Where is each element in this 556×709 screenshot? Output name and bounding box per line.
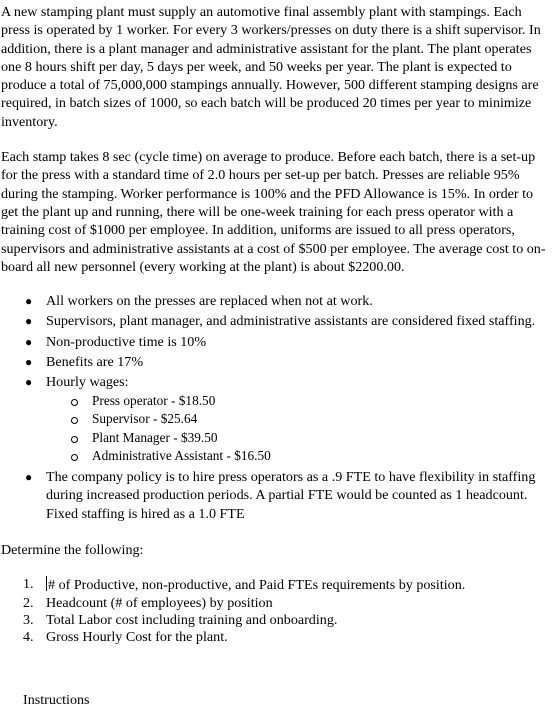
wage-item: Administrative Assistant - $16.50 bbox=[46, 447, 550, 466]
circle-bullet-icon bbox=[71, 454, 78, 461]
bullet-icon: ● bbox=[25, 294, 33, 309]
circle-bullet-icon bbox=[71, 436, 78, 443]
text-cursor-icon bbox=[46, 576, 47, 591]
bullet-icon: ● bbox=[25, 375, 33, 390]
cut-off-line: Instructions bbox=[23, 692, 90, 708]
tasks-list bbox=[1, 576, 550, 647]
wage-item: Plant Manager - $39.50 bbox=[46, 429, 550, 448]
list-item: ● Supervisors, plant manager, and administrative assistants are considered fixed staffing. bbox=[25, 313, 536, 330]
problem-paragraph-1: A new stamping plant must supply an automotive final assembly plant with stampings. Each press is operated by 1 worker. For every 3 workers/presses on duty there is a shift supervisor. In addition, there is a plant manager and administrative assistant for the plant. The plant operates one 8 hours shift per day, 5 days per week, and 50 weeks per year. The plant is expected to produce a total of 75,000,000 stampings annually. However, 500 different stamping designs are required, in batch sizes of 1000, so each batch will be produced 20 times per year to minimize inventory. bbox=[1, 4, 541, 130]
assumptions-list bbox=[1, 292, 550, 523]
circle-bullet-icon bbox=[71, 417, 78, 424]
wages-list bbox=[46, 392, 550, 466]
task-item: 3. Total Labor cost including training and onboarding. bbox=[23, 612, 338, 629]
list-item: ● Benefits are 17% bbox=[25, 354, 144, 371]
list-item: ● The company policy is to hire press operators as a .9 FTE to have flexibility in staffing during increased production periods. A partial FTE would be counted as 1 headcount. Fixed staffing is hired as a 1.0 FTE bbox=[25, 469, 536, 522]
wage-item: Supervisor - $25.64 bbox=[46, 410, 550, 429]
circle-bullet-icon bbox=[71, 399, 78, 406]
task-item: 1. # of Productive, non-productive, and Paid FTEs requirements by position. bbox=[23, 576, 466, 594]
bullet-icon: ● bbox=[25, 334, 33, 349]
task-item: 2. Headcount (# of employees) by position bbox=[23, 594, 273, 611]
wage-item: Press operator - $18.50 bbox=[46, 392, 550, 411]
list-item: ● All workers on the presses are replaced when not at work. bbox=[25, 293, 373, 310]
list-item: ● Non-productive time is 10% bbox=[25, 333, 207, 350]
problem-paragraph-2: Each stamp takes 8 sec (cycle time) on average to produce. Before each batch, there is a set-up for the press with a standard time of 2.0 hours per set-up per batch. Presses are reliable 95% during the stamping. Worker performance is 100% and the PFD Allowance is 15%. In order to get the plant up and running, there will be one-week training for each press operator with a training cost of $1000 per employee. In addition, uniforms are issued to all press operators, supervisors and administrative assistants at a cost of $500 per employee. The average cost to on-board all new personnel (every working at the plant) is about $2200.00. bbox=[1, 149, 546, 275]
list-item: ● Hourly wages: Press operator - $18.50 Supervisor - $25.64 Plant Manager - $39.50 Administrative Assistant - $16.50 bbox=[1, 373, 550, 466]
bullet-icon: ● bbox=[25, 355, 33, 370]
bullet-icon: ● bbox=[25, 314, 33, 329]
task-item: 4. Gross Hourly Cost for the plant. bbox=[23, 629, 228, 646]
bullet-icon: ● bbox=[25, 470, 33, 485]
determine-heading: Determine the following: bbox=[1, 541, 144, 558]
